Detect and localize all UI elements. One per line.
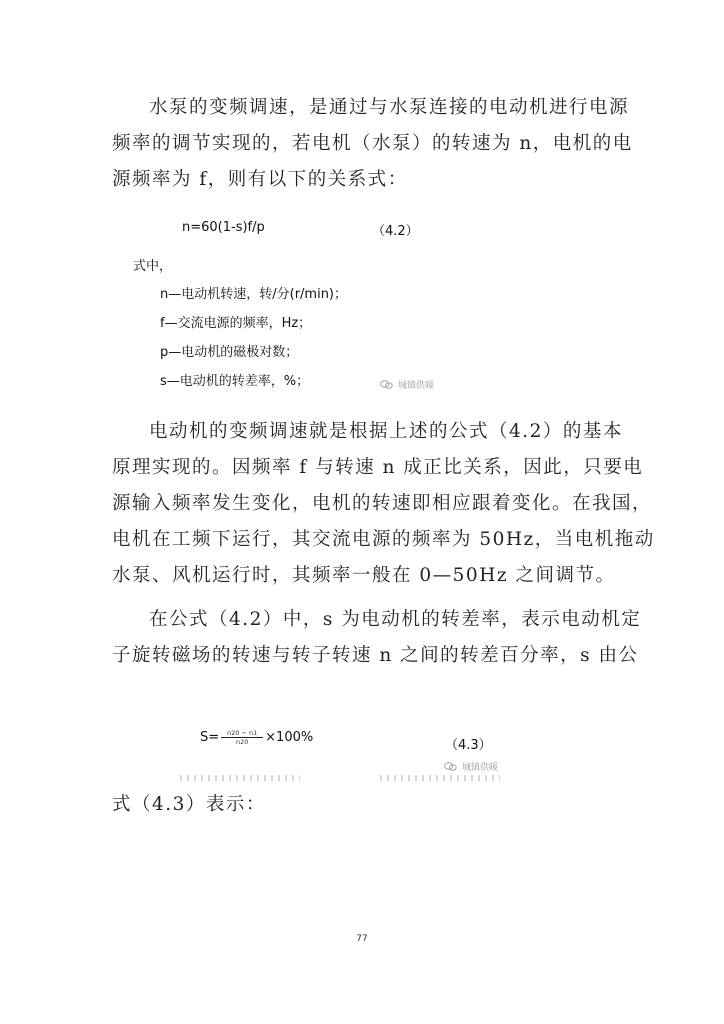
watermark-text: 城镇供暖 [398,381,435,391]
watermark [380,378,434,391]
page-number: 77 [356,934,368,944]
wechat-icon [444,762,457,771]
definition-f: f—交流电源的频率，Hz； [160,316,312,331]
formula-4-3-lhs: S= [200,730,220,745]
text-line: 式（4.3）表示： [112,794,266,815]
definition-s: s—电动机的转差率，%； [160,374,310,389]
text-line: 子旋转磁场的转速与转子转速 n 之间的转差百分率，s 由公 [112,645,639,666]
formula-4-2-number: （4.2） [372,224,419,239]
text-line: 原理实现的。因频率 f 与转速 n 成正比关系，因此，只要电 [112,457,644,478]
formula-4-3 [200,729,313,746]
paragraph-3 [112,602,642,674]
paragraph-2 [112,414,655,594]
definition-p: p—电动机的磁极对数； [160,345,299,360]
text-line: 源频率为 f，则有以下的关系式： [112,169,408,190]
definition-list [160,284,347,400]
text-line: 水泵的变频调速，是通过与水泵连接的电动机进行电源 [149,97,630,118]
text-line: 在公式（4.2）中，s 为电动机的转差率，表示电动机定 [149,609,642,630]
text-line: 电动机的变频调速就是根据上述的公式（4.2）的基本 [149,421,623,442]
scan-artifact [380,775,500,781]
paragraph-4 [112,787,612,823]
paragraph-1 [112,90,633,198]
watermark-text: 城镇供暖 [462,763,499,773]
watermark [444,760,498,773]
scan-artifact [180,775,300,781]
formula-4-3-fraction [221,729,263,746]
fraction-numerator: n20 − n1 [227,729,258,737]
wechat-icon [380,380,393,389]
text-line: 频率的调节实现的，若电机（水泵）的转速为 n，电机的电 [112,133,633,154]
text-line: 电机在工频下运行，其交流电源的频率为 50Hz，当电机拖动 [112,529,655,550]
where-label: 式中， [133,259,173,274]
formula-4-3-number: （4.3） [445,738,492,753]
text-line: 源输入频率发生变化，电机的转速即相应跟着变化。在我国， [112,493,653,514]
text-line: 水泵、风机运行时，其频率一般在 0—50Hz 之间调节。 [112,565,616,586]
formula-4-3-rhs: ×100% [265,730,314,745]
fraction-denominator: n20 [235,738,249,746]
definition-n: n—电动机转速，转/分(r/min)； [160,287,348,302]
formula-4-2-expression: n=60(1-s)f/p [182,220,265,235]
